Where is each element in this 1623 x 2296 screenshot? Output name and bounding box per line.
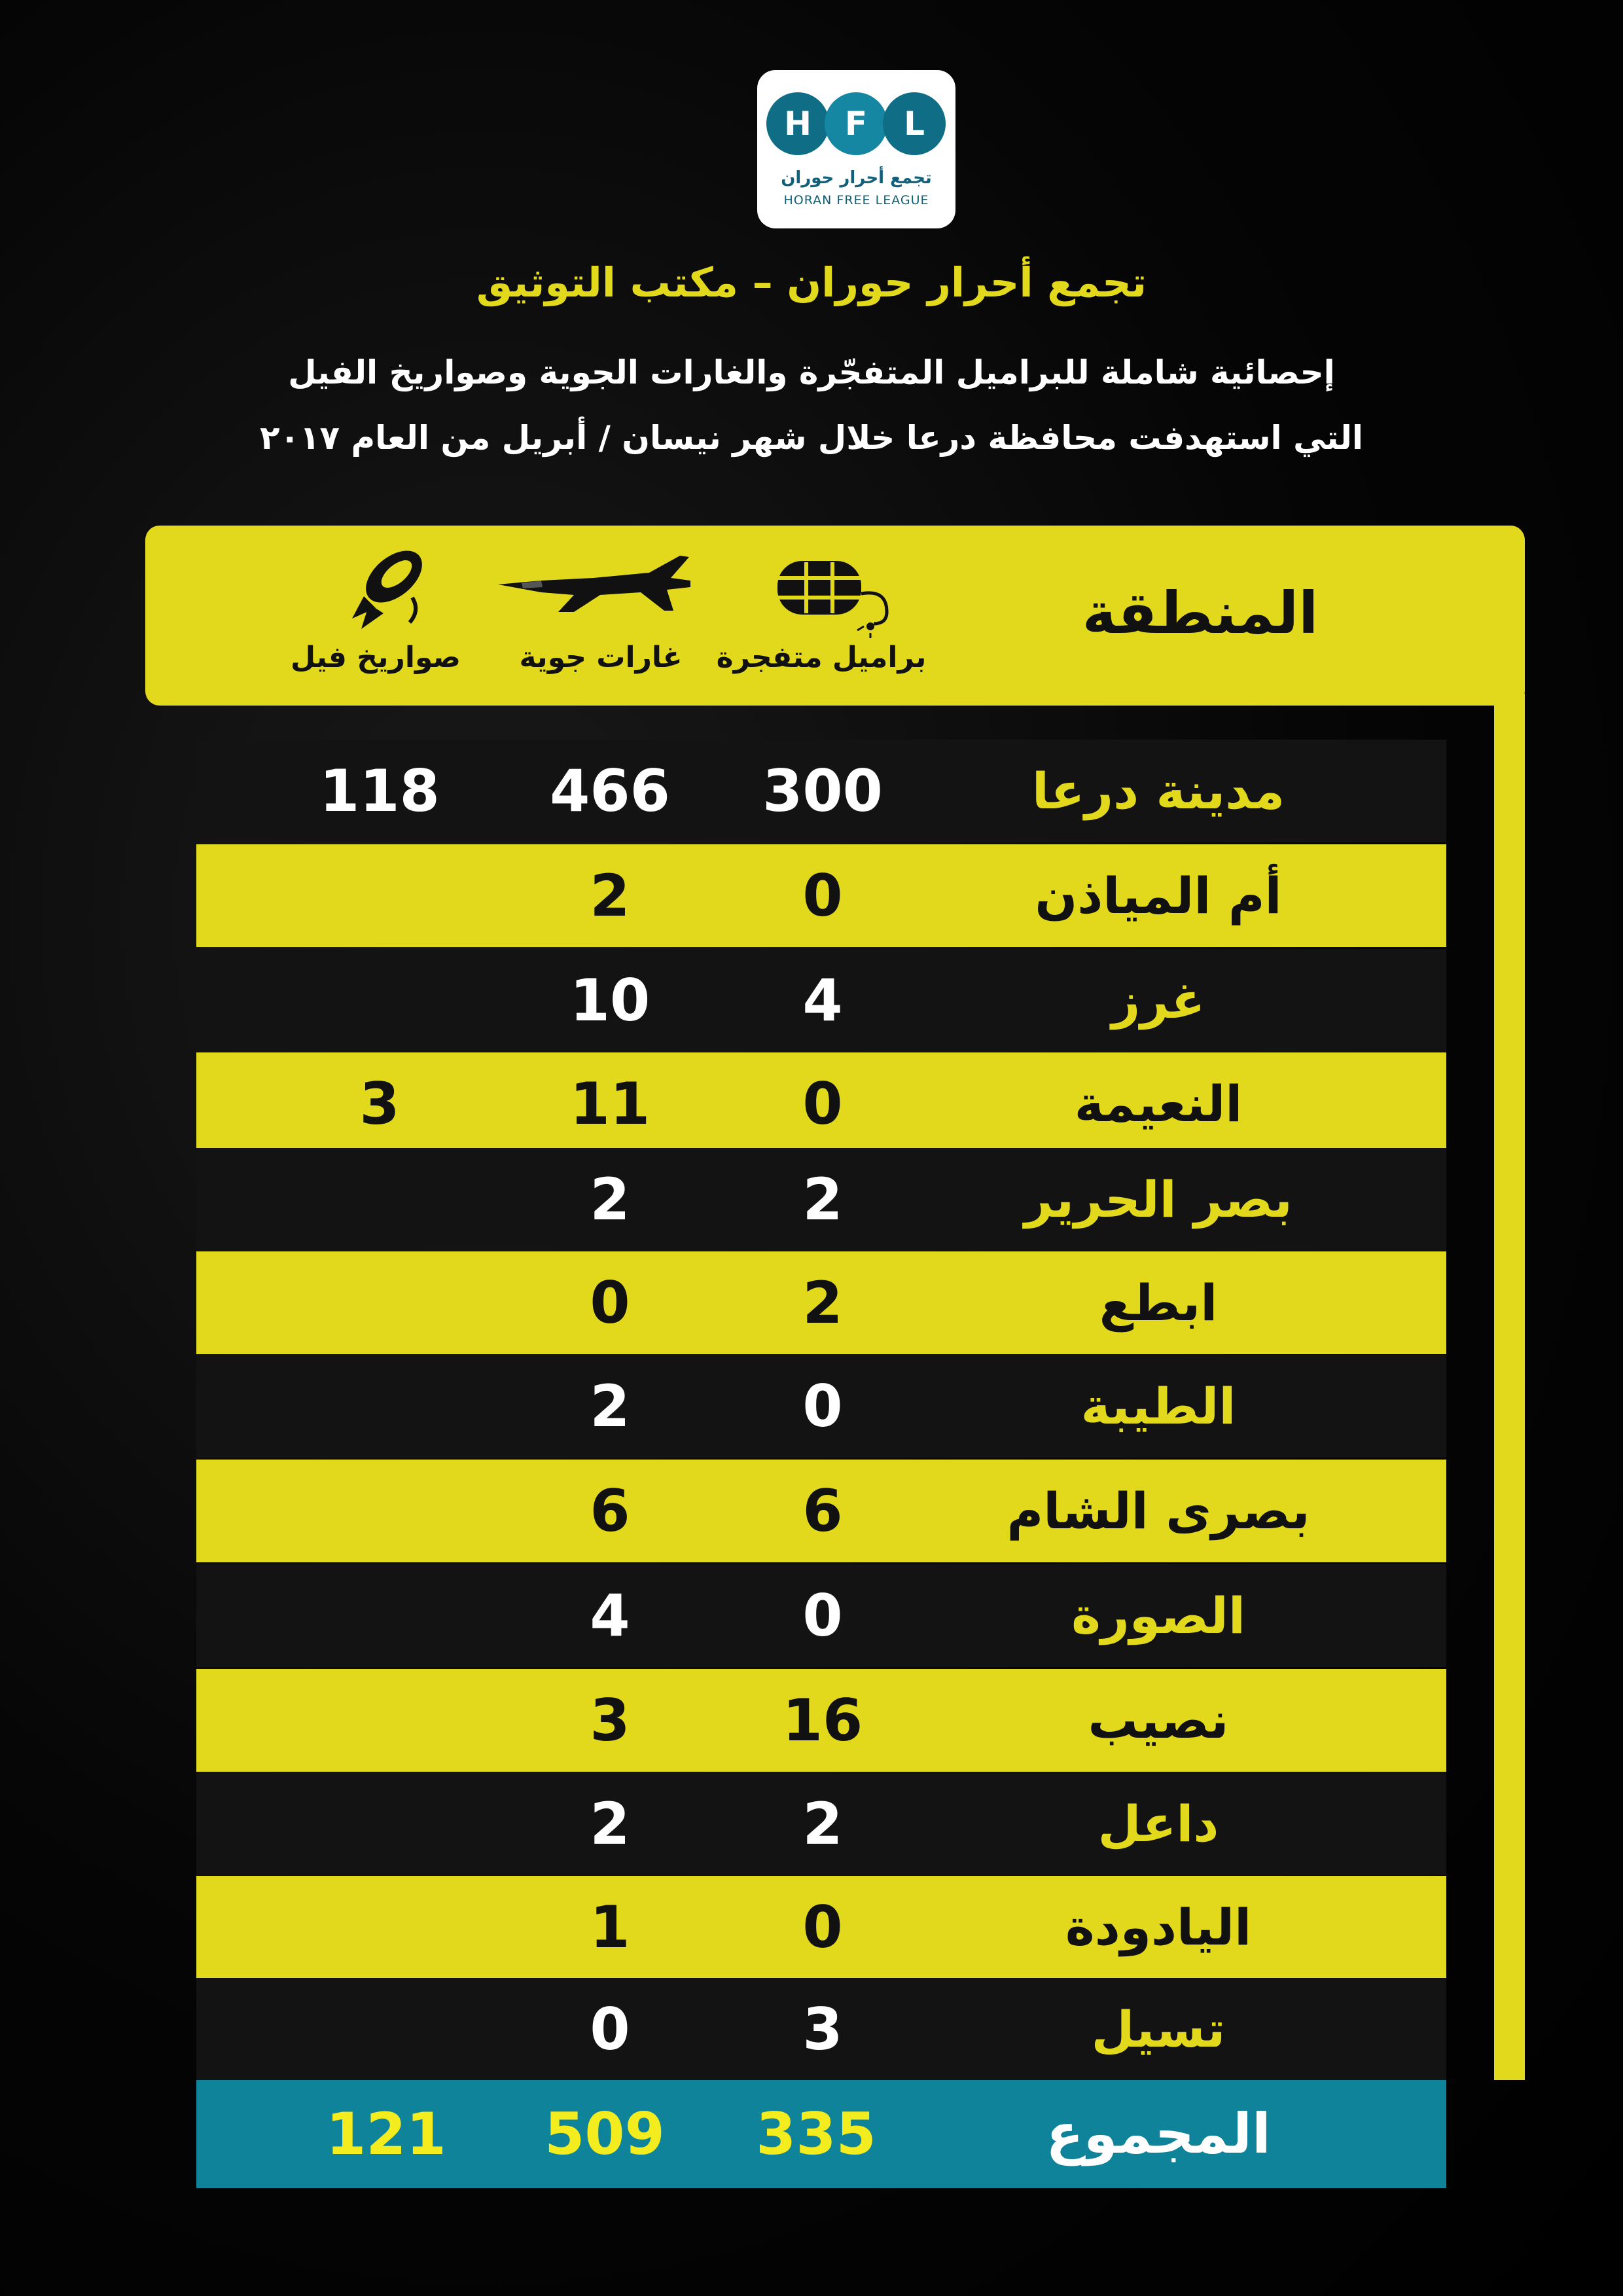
hfl-logo [757,70,955,228]
rockets-count: 3 [359,1070,400,1138]
table-row [196,1876,1446,1979]
logo-letter-l: L [883,92,946,155]
region-name: نصيب [1088,1691,1229,1749]
logo-english-name: HORAN FREE LEAGUE [783,193,929,207]
decorative-side-bar [1494,694,1525,2080]
region-name: الصورة [1071,1587,1245,1645]
table-row [196,1052,1446,1155]
airstrikes-count: 0 [590,1996,630,2063]
column-header-airstrikes: غارات جوية [519,641,683,674]
airstrikes-count: 466 [550,757,670,825]
total-barrels: 335 [756,2100,876,2168]
airstrikes-count: 0 [590,1269,630,1336]
table-row [196,1772,1446,1875]
total-row [196,2080,1446,2188]
rockets-count [281,949,478,1052]
airstrikes-count: 1 [590,1893,630,1961]
logo-arabic-name: تجمع أحرار حوران [781,168,932,188]
barrels-count: 2 [802,1790,843,1857]
barrels-count: 2 [802,1269,843,1336]
rocket-icon [349,545,435,633]
rockets-count [281,1460,478,1562]
region-name: النعيمة [1074,1075,1243,1133]
airstrikes-count: 3 [590,1687,630,1754]
rockets-count [281,844,478,947]
total-label: المجموع [1046,2102,1271,2166]
region-name: بصرى الشام [1007,1482,1310,1540]
airstrikes-count: 11 [569,1070,651,1138]
airstrikes-count: 6 [590,1477,630,1545]
total-rockets: 121 [326,2100,446,2168]
total-airstrikes: 509 [544,2100,665,2168]
barrels-count: 16 [782,1687,863,1754]
rockets-count [281,1978,478,2081]
rockets-count [281,1876,478,1979]
region-name: ابطع [1099,1274,1218,1332]
barrels-count: 0 [802,1372,843,1440]
column-header-elephant-rockets: صواريخ فيل [290,641,461,674]
barrels-count: 0 [802,1070,843,1138]
region-name: غرز [1111,971,1205,1030]
table-row [196,1564,1446,1667]
fighter-jet-icon [495,552,698,626]
barrels-count: 2 [802,1166,843,1233]
rockets-count [281,1669,478,1772]
organization-title: تجمع أحرار حوران – مكتب التوثيق [476,259,1147,306]
barrels-count: 0 [802,1582,843,1649]
rockets-count [281,1772,478,1875]
table-row [196,1148,1446,1251]
barrels-count: 3 [802,1996,843,2063]
report-title-line2: التي استهدفت محافظة درعا خلال شهر نيسان / أبريل من العام ٢٠١٧ [259,419,1364,457]
rockets-count [281,1355,478,1458]
table-row [196,1669,1446,1772]
table-row [196,1460,1446,1562]
airstrikes-count: 2 [590,1790,630,1857]
barrel-bomb-icon [772,553,903,641]
table-row [196,844,1446,947]
rockets-count [281,1148,478,1251]
barrels-count: 0 [802,1893,843,1961]
region-name: تسيل [1091,2000,1226,2058]
region-name: اليادودة [1065,1898,1252,1956]
rockets-count: 118 [319,757,440,825]
table-row [196,1978,1446,2081]
rockets-count [281,1251,478,1354]
table-row [196,740,1446,842]
region-name: بصر الحرير [1024,1170,1293,1229]
airstrikes-count: 2 [590,1166,630,1233]
region-name: مدينة درعا [1031,762,1285,820]
barrels-count: 6 [802,1477,843,1545]
barrels-count: 300 [762,757,883,825]
logo-letter-h: H [766,92,829,155]
table-header-panel [145,526,1525,706]
column-header-barrels: براميل متفجرة [716,641,927,674]
report-title-line1: إحصائية شاملة للبراميل المتفجّرة والغارات الجوية وصواريخ الفيل [288,353,1335,391]
table-row [196,1355,1446,1458]
table-row [196,949,1446,1052]
barrels-count: 4 [802,967,843,1034]
region-name: الطيبة [1080,1377,1236,1435]
airstrikes-count: 4 [590,1582,630,1649]
airstrikes-count: 2 [590,1372,630,1440]
column-header-region: المنطقة [1082,579,1319,647]
region-name: أم المياذن [1035,867,1282,925]
logo-letter-f: F [825,92,887,155]
region-name: داعل [1097,1795,1219,1853]
barrels-count: 0 [802,862,843,929]
rockets-count [281,1564,478,1667]
airstrikes-count: 10 [569,967,651,1034]
airstrikes-count: 2 [590,862,630,929]
table-row [196,1251,1446,1354]
